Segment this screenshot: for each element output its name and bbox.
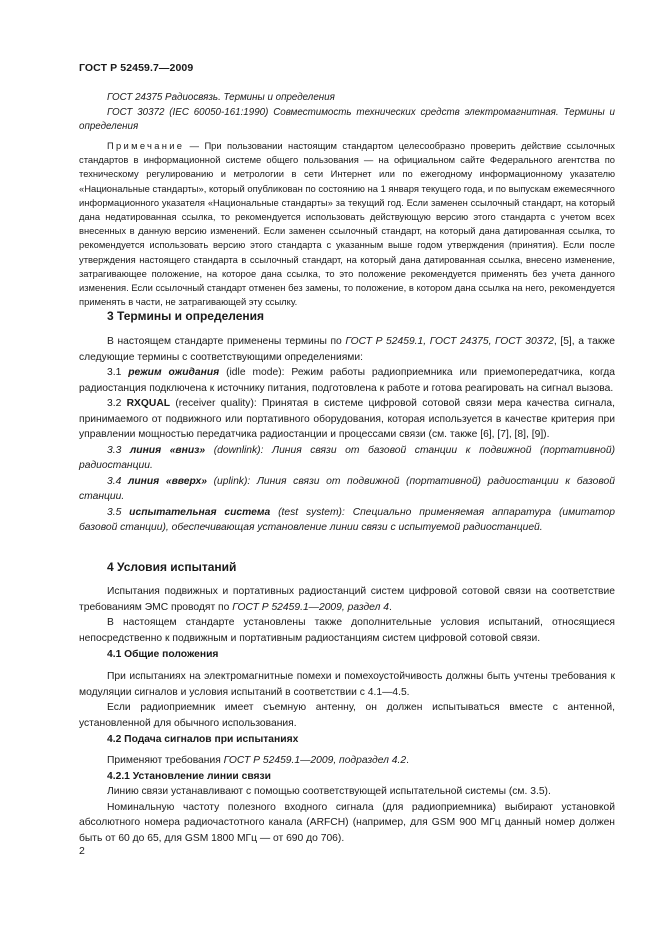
term-name: режим ожидания [128,367,220,378]
term-number: 3.5 [107,506,130,518]
subsection-4-1-title: 4.1 Общие положения [107,649,219,660]
subsection-4-2-body [79,753,615,846]
reference-item: ГОСТ 30372 (IEC 60050-161:1990) Совместимость технических средств электромагнитная. Термины и определения [79,106,615,133]
term-3-3 [79,443,615,474]
term-3-5 [79,505,615,536]
subsection-4-2-1-p1: Линию связи устанавливают с помощью соответствующей испытательной системы (см. 3.5). [107,786,551,797]
section-3-title: 3 Термины и определения [107,309,265,323]
term-number: 3.4 [107,475,128,487]
intro-text: В настоящем стандарте применены термины по [107,336,346,347]
subsection-4-2-1-title: 4.2.1 Установление линии связи [107,770,271,782]
section-3-intro [79,334,615,365]
text-end: . [388,601,392,613]
section-4-intro [79,584,615,646]
term-3-1 [79,365,615,396]
subsection-4-2-1-p2: Номинальную частоту полезного входного сигнала (для радиоприемника) выбирают установкой абсолютного номера радиочастотного канала (ARFCH) (например, для GSM 900 МГц данный номер должен быть от 60 до 65, для GSM 1800 МГц — от 690 до 706). [79,801,615,844]
section-3-body [79,334,615,536]
term-number: 3.3 [107,444,130,456]
note-paragraph [79,139,615,309]
reference-item: ГОСТ 24375 Радиосвязь. Термины и определения [107,92,335,103]
term-definition: (uplink): Линия связи от подвижной (портативной) радиостанции к базовой станции. [79,475,615,502]
note-block [79,139,615,309]
subsection-4-1-p2: Если радиоприемник имеет съемную антенну, он должен испытываться вместе с антенной, установленной для обычного использования. [79,702,615,729]
term-name: линия «вверх» [127,475,207,487]
text: Применяют требования [107,755,224,766]
term-definition: (test system): Специально применяемая аппаратура (имитатор базовой станции), обеспечивающая установление линии связи с испытуемой радиостанцией. [79,506,615,533]
subsection-4-1-body [79,669,615,731]
term-name: линия «вниз» [129,444,206,456]
document-header: ГОСТ Р 52459.7—2009 [79,62,194,74]
term-number: 3.1 [107,367,129,378]
term-name: RXQUAL [126,398,171,409]
normative-references [79,91,615,135]
subsection-4-1-p1: При испытаниях на электромагнитные помехи и помехоустойчивость должны быть учтены требования к модуляции сигналов и условия испытаний в соответствии с 4.1—4.5. [79,671,615,698]
intro-text-end: , [5], а также следующие термины с соответствующими определениями: [79,336,615,363]
term-definition: (receiver quality): Принятая в системе цифровой сотовой связи мера качества сигнала, принимаемого от подвижного или портативного оборудования, которая используется в качестве критерия при управлении мощностью передатчика радиостанции и процессами связи (см. также [6], [7], [8], [9]). [79,398,615,440]
subsection-4-2-p1 [79,753,615,769]
note-label: Примечание [107,140,185,151]
term-definition: (downlink): Линия связи от базовой станции к подвижной (портативной) радиостанции. [79,444,615,471]
section-4-p2: В настоящем стандарте установлены также дополнительные условия испытаний, относящиеся непосредственно к подвижным и портативным радиостанциям систем цифровой сотовой связи. [79,617,615,644]
section-4-p1 [79,584,615,615]
ref-text: ГОСТ Р 52459.1—2009, подраздел 4.2 [223,755,407,766]
note-text: — При пользовании настоящим стандартом целесообразно проверить действие ссылочных стандартов в информационной системе общего пользования — на официальном сайте Федерального агентства по техническому регулированию и метрологии в сети Интернет или по ежегодному информационному указателю «Национальные стандарты», который опубликован по состоянию на 1 января текущего года, и по выпускам ежемесячного информационного указателя «Национальные стандарты» за текущий год. Если заменен ссылочный стандарт, на который дана недатированная ссылка, то рекомендуется использовать действующую версию этого стандарта с учетом всех внесенных в данную версию изменений. Если заменен ссылочный стандарт, на который дана датированная ссылка, то рекомендуется использовать версию этого стандарта с указанным выше годом утверждения (принятия). Если после утверждения настоящего стандарта в ссылочный стандарт, на который дана датированная ссылка, внесено изменение, затрагивающее положение, на которое дана ссылка, то это положение рекомендуется применять без учета данного изменения. Если ссылочный стандарт отменен без замены, то положение, в котором дана ссылка на него, рекомендуется применять в части, не затрагивающей эту ссылку. [79,140,615,308]
text: Испытания подвижных и портативных радиостанций систем цифровой сотовой связи на соответствие требованиям ЭМС проводят по [79,586,615,613]
section-4-title: 4 Условия испытаний [107,560,237,574]
ref-text: ГОСТ Р 52459.1—2009, раздел 4 [232,601,389,613]
intro-refs: ГОСТ Р 52459.1, ГОСТ 24375, ГОСТ 30372 [345,336,554,347]
text-end: . [406,755,409,766]
term-definition: (idle mode): Режим работы радиоприемника или приемопередатчика, когда радиостанция подключена к источнику питания, подготовлена к работе и готова реагировать на сигнал вызова. [79,367,615,394]
term-3-4 [79,474,615,505]
term-name: испытательная система [129,506,271,518]
term-number: 3.2 [107,398,127,409]
page-number: 2 [79,845,85,857]
subsection-4-2-title: 4.2 Подача сигналов при испытаниях [107,734,299,745]
term-3-2 [79,396,615,443]
